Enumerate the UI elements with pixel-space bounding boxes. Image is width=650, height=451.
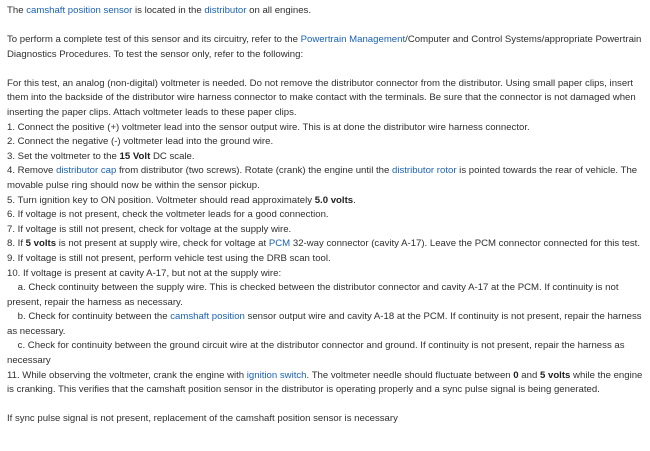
step-11-zero: 0	[513, 369, 519, 381]
document-body	[7, 4, 643, 427]
step-9: 9. If voltage is still not present, perform vehicle test using the DRB scan tool.	[7, 252, 331, 264]
step-11-text: 11. While observing the voltmeter, crank the engine with	[7, 369, 247, 381]
step-10b-text-end: sensor output wire and cavity A-18 at the PCM. If continuity is not present, repair the harness as necessary.	[7, 311, 645, 337]
link-pcm[interactable]: PCM	[268, 238, 291, 250]
step-4-text-end: is pointed towards the rear of vehicle. The movable pulse ring should now be within the sensor pickup.	[7, 165, 638, 191]
step-11-and: and	[518, 369, 540, 381]
link-camshaft-position[interactable]: camshaft position	[170, 311, 245, 323]
spacer	[7, 62, 643, 77]
step-6: 6. If voltage is not present, check the voltmeter leads for a good connection.	[7, 209, 329, 221]
link-camshaft-position-sensor[interactable]: camshaft position sensor	[26, 5, 133, 16]
step-8-text-mid: is not present at supply wire, check for voltage at	[56, 238, 269, 250]
step-3-text-end: DC scale.	[150, 150, 195, 162]
step-3	[7, 150, 643, 165]
step-10b	[7, 310, 643, 339]
step-4-text: 4. Remove	[7, 165, 57, 177]
step-8-voltage: 5 volts	[25, 238, 57, 250]
link-powertrain-management[interactable]: Powertrain Management	[300, 34, 406, 46]
step-5-voltage: 5.0 volts	[314, 194, 354, 206]
step-5-text: 5. Turn ignition key to ON position. Voltmeter should read approximately	[7, 194, 315, 206]
step-11	[7, 369, 643, 398]
intro-text-1: The	[7, 5, 27, 16]
reference-paragraph	[7, 33, 643, 62]
step-8	[7, 237, 643, 252]
link-distributor-cap[interactable]: distributor cap	[56, 165, 117, 177]
step-8-text-end: 32-way connector (cavity A-17). Leave the PCM connector connected for this test.	[290, 238, 640, 250]
step-5	[7, 194, 643, 209]
step-3-voltage: 15 Volt	[119, 150, 151, 162]
step-3-text: 3. Set the voltmeter to the	[7, 150, 120, 162]
intro-text-3: on all engines.	[246, 5, 311, 16]
step-5-text-end: .	[353, 194, 356, 206]
step-1: 1. Connect the positive (+) voltmeter lead into the sensor output wire. This is at done the distributor wire harness connector.	[7, 121, 530, 133]
step-11-voltage: 5 volts	[539, 369, 571, 381]
link-distributor[interactable]: distributor	[204, 5, 247, 16]
step-11-text-mid: . The voltmeter needle should fluctuate between	[306, 369, 514, 381]
intro-paragraph	[7, 4, 643, 19]
reference-text-1: To perform a complete test of this sensor and its circuitry, refer to the	[7, 34, 301, 46]
step-4	[7, 164, 643, 193]
step-10b-text: b. Check for continuity between the	[7, 311, 171, 323]
step-10a: a. Check continuity between the supply wire. This is checked between the distributor connector and cavity A-17 at the PCM. If continuity is not present, repair the harness as necessary.	[7, 282, 622, 308]
spacer	[7, 398, 643, 413]
link-distributor-rotor[interactable]: distributor rotor	[392, 165, 457, 177]
link-ignition-switch[interactable]: ignition switch	[246, 369, 307, 381]
reference-text-2: /Computer and Control Systems/appropriate Powertrain Diagnostics Procedures. To test the sensor only, refer to the following:	[7, 34, 642, 60]
step-11-text-end: while the engine is cranking. This verifies that the camshaft position sensor in the distributor is operating properly and a sync pulse signal is being generated.	[7, 369, 643, 396]
step-4-text-mid: from distributor (two screws). Rotate (crank) the engine until the	[116, 165, 392, 177]
test-setup-paragraph: For this test, an analog (non-digital) voltmeter is needed. Do not remove the distributor connector from the distributor. Using small paper clips, insert them into the backside of the distributor wire harness connector to make contact with the terminals. Be sure that the connector is not damaged when inserting the paper clips. Attach voltmeter leads to these paper clips.	[7, 77, 636, 118]
step-2: 2. Connect the negative (-) voltmeter lead into the ground wire.	[7, 136, 274, 148]
closing-paragraph: If sync pulse signal is not present, replacement of the camshaft position sensor is necessary	[7, 413, 398, 425]
intro-text-2: is located in the	[132, 5, 205, 16]
step-7: 7. If voltage is still not present, check for voltage at the supply wire.	[7, 223, 292, 235]
step-8-text: 8. If	[7, 238, 26, 250]
step-10: 10. If voltage is present at cavity A-17, but not at the supply wire:	[7, 267, 282, 279]
step-10c: c. Check for continuity between the ground circuit wire at the distributor connector and ground. If continuity is not present, repair the harness as necessary	[7, 340, 628, 367]
spacer	[7, 19, 643, 34]
